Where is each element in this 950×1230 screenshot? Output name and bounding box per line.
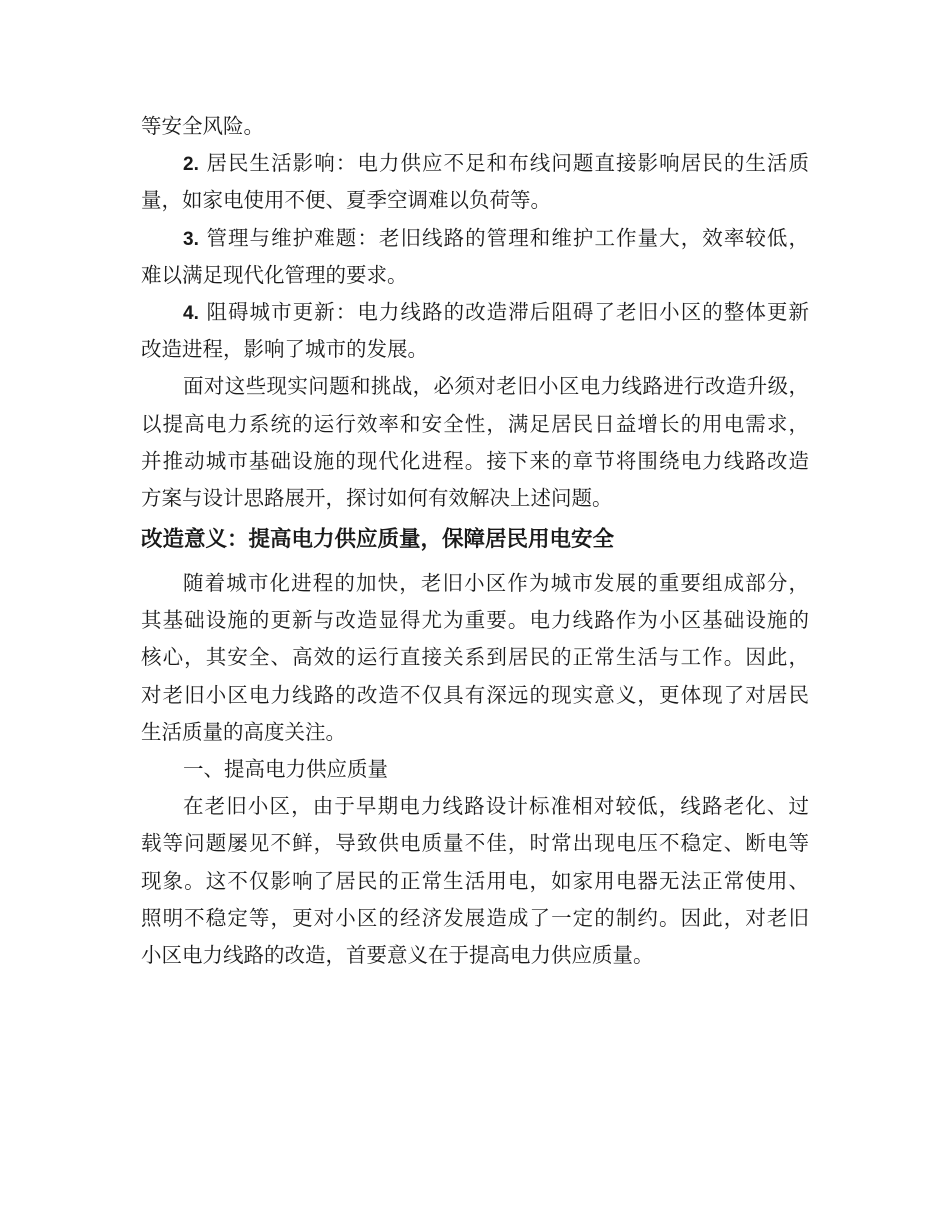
- text-line: 难以满足现代化管理的要求。: [141, 262, 408, 287]
- list-number: 3.: [183, 228, 199, 250]
- text-line: 并推动城市基础设施的现代化进程。接下来的章节将围绕电力线路改造: [141, 448, 809, 473]
- text-line: 一、提高电力供应质量: [183, 757, 388, 781]
- text-line: 其基础设施的更新与改造显得尤为重要。电力线路作为小区基础设施的: [141, 608, 809, 633]
- text-line: 现象。这不仅影响了居民的正常生活用电，如家用电器无法正常使用、: [141, 868, 809, 893]
- list-number: 2.: [183, 154, 199, 176]
- list-item-maintenance: [141, 220, 809, 294]
- text-line: 以提高电力系统的运行效率和安全性，满足居民日益增长的用电需求，: [141, 411, 809, 436]
- paragraph-continuation: [141, 108, 809, 145]
- list-number: 4.: [183, 302, 199, 324]
- text-line: 3. 管理与维护难题：老旧线路的管理和维护工作量大，效率较低，: [183, 225, 809, 250]
- paragraph-challenges: [141, 368, 809, 517]
- paragraph-urbanization: [141, 565, 809, 751]
- text-line: 随着城市化进程的加快，老旧小区作为城市发展的重要组成部分，: [183, 571, 809, 596]
- text-line: 改造进程，影响了城市的发展。: [141, 337, 428, 362]
- subheading-power-quality: [141, 751, 809, 788]
- section-heading: 改造意义：提高电力供应质量，保障居民用电安全: [141, 527, 615, 553]
- text-line: 方案与设计思路展开，探讨如何有效解决上述问题。: [141, 485, 613, 510]
- list-item-resident-impact: [141, 145, 809, 219]
- text-line: 等安全风险。: [141, 114, 264, 138]
- paragraph-power-quality: [141, 788, 809, 974]
- list-item-urban-renewal: [141, 294, 809, 368]
- text-line: 在老旧小区，由于早期电力线路设计标准相对较低，线路老化、过: [183, 794, 809, 819]
- text-line: 4. 阻碍城市更新：电力线路的改造滞后阻碍了老旧小区的整体更新: [183, 299, 809, 324]
- text-line: 核心，其安全、高效的运行直接关系到居民的正常生活与工作。因此，: [141, 645, 809, 670]
- text-line: 照明不稳定等，更对小区的经济发展造成了一定的制约。因此，对老旧: [141, 905, 809, 930]
- text-line: 小区电力线路的改造，首要意义在于提高电力供应质量。: [141, 942, 654, 967]
- text-line: 量，如家电使用不便、夏季空调难以负荷等。: [141, 188, 551, 213]
- text-line: 载等问题屡见不鲜，导致供电质量不佳，时常出现电压不稳定、断电等: [141, 831, 809, 856]
- text-line: 2. 居民生活影响：电力供应不足和布线问题直接影响居民的生活质: [183, 151, 809, 176]
- text-line: 对老旧小区电力线路的改造不仅具有深远的现实意义，更体现了对居民: [141, 682, 809, 707]
- text-line: 生活质量的高度关注。: [141, 719, 346, 744]
- text-line: 面对这些现实问题和挑战，必须对老旧小区电力线路进行改造升级，: [183, 374, 809, 399]
- document-page: [141, 108, 809, 974]
